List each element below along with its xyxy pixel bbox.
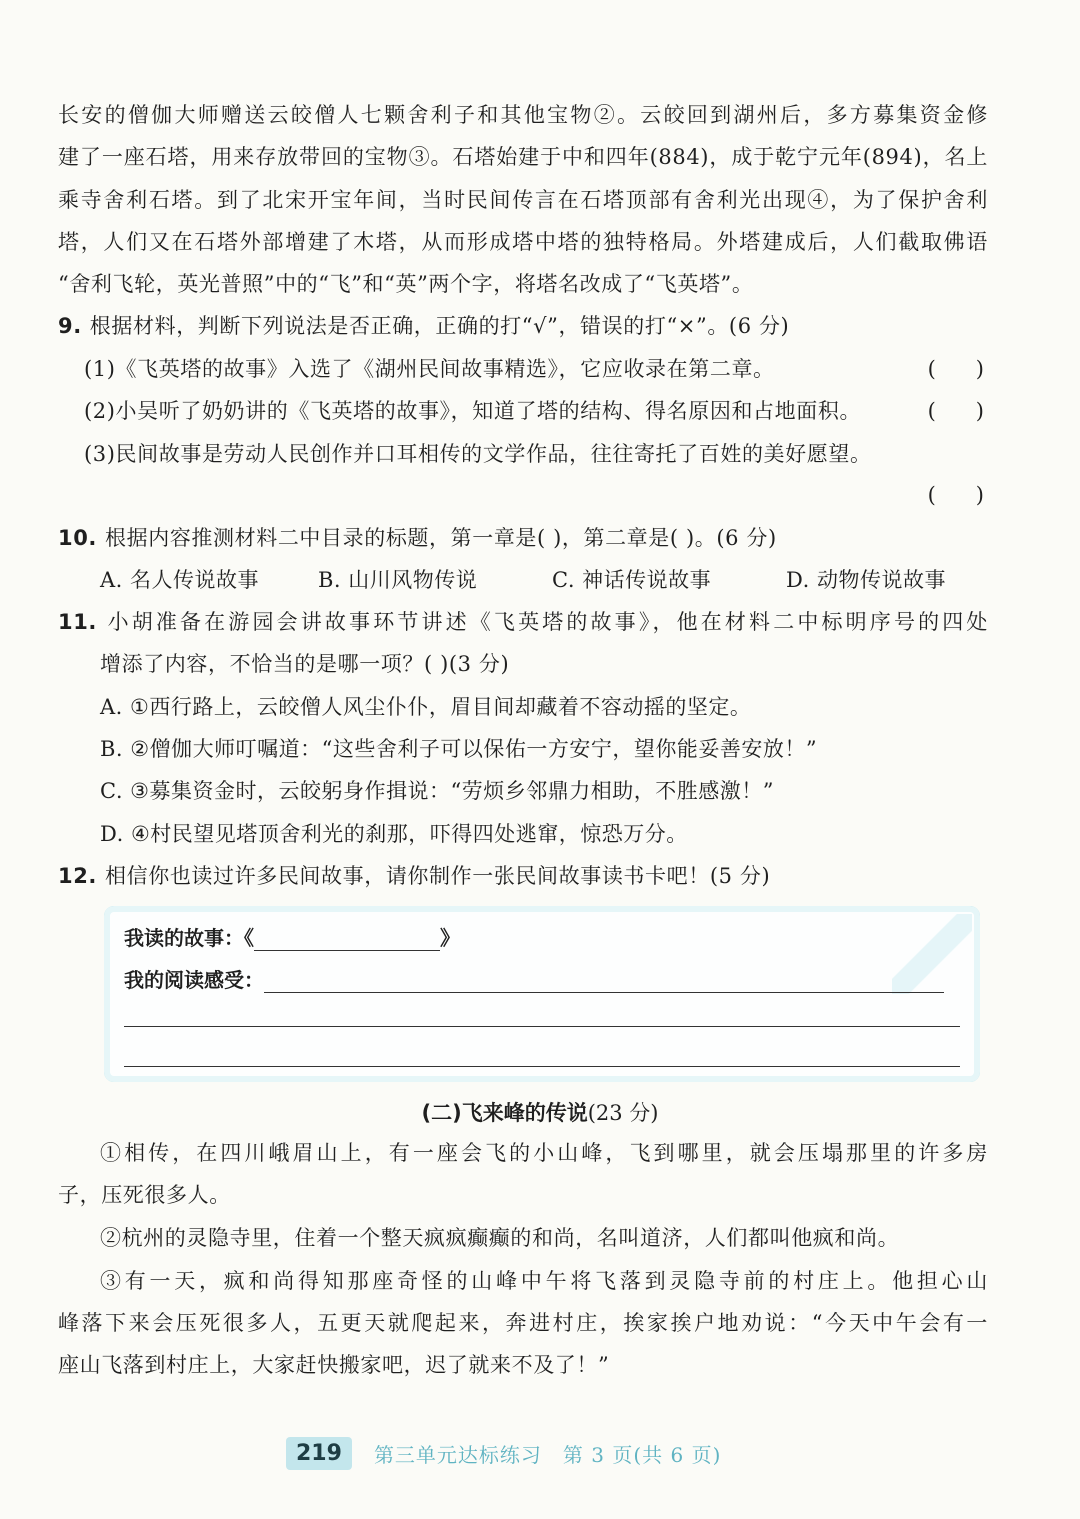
passage-line: 长安的僧伽大师赠送云皎僧人七颗舍利子和其他宝物②。云皎回到湖州后，多方募集资金修 bbox=[58, 103, 988, 127]
q11-option-a[interactable]: A. ①西行路上，云皎僧人风尘仆仆，眉目间却藏着不容动摇的坚定。 bbox=[100, 695, 752, 719]
section-score: (23 分) bbox=[587, 1101, 659, 1125]
q9-item-1: (1)《飞英塔的故事》入选了《湖州民间故事精选》，它应收录在第二章。 bbox=[84, 357, 775, 381]
question-number: 9. bbox=[58, 314, 82, 338]
paragraph-line: 峰落下来会压死很多人，五更天就爬起来，奔进村庄，挨家挨户地劝说：“今天中午会有一 bbox=[58, 1311, 988, 1335]
q9-item-3: (3)民间故事是劳动人民创作并口耳相传的文学作品，往往寄托了百姓的美好愿望。 bbox=[84, 442, 872, 466]
section-title bbox=[0, 1097, 1080, 1127]
question-number: 12. bbox=[58, 864, 98, 888]
story-label: 我读的故事：《 bbox=[124, 926, 254, 950]
footer-text: 第三单元达标练习 第 3 页(共 6 页) bbox=[373, 1442, 722, 1467]
passage-line: 塔，人们又在石塔外部增建了木塔，从而形成塔中塔的独特格局。外塔建成后，人们截取佛语 bbox=[58, 230, 988, 254]
passage-line: “舍利飞轮，英光普照”中的“飞”和“英”两个字，将塔名改成了“飞英塔”。 bbox=[58, 272, 754, 296]
feeling-label: 我的阅读感受： bbox=[124, 968, 264, 992]
question-text: 根据材料，判断下列说法是否正确，正确的打“√”，错误的打“×”。(6 分) bbox=[89, 314, 790, 338]
question-text: 根据内容推测材料二中目录的标题，第一章是( )，第二章是( )。(6 分) bbox=[105, 526, 777, 550]
q10-option-c[interactable]: C. 神话传说故事 bbox=[552, 568, 712, 592]
paragraph-line: ②杭州的灵隐寺里，住着一个整天疯疯癫癫的和尚，名叫道济，人们都叫他疯和尚。 bbox=[100, 1226, 900, 1250]
question-number: 11. bbox=[58, 610, 98, 634]
question-12 bbox=[58, 860, 988, 892]
story-title-field[interactable] bbox=[254, 928, 440, 951]
question-number: 10. bbox=[58, 526, 98, 550]
q11-option-d[interactable]: D. ④村民望见塔顶舍利光的刹那，吓得四处逃窜，惊恐万分。 bbox=[100, 822, 688, 846]
q10-option-a[interactable]: A. 名人传说故事 bbox=[100, 568, 260, 592]
answer-blank[interactable]: ( ) bbox=[927, 357, 984, 381]
question-text: 小胡准备在游园会讲故事环节讲述《飞英塔的故事》，他在材料二中标明序号的四处 bbox=[105, 610, 988, 634]
question-9 bbox=[58, 310, 988, 342]
q11-option-b[interactable]: B. ②僧伽大师叮嘱道：“这些舍利子可以保佑一方安宁，望你能妥善安放！” bbox=[100, 737, 818, 761]
paragraph-line: 座山飞落到村庄上，大家赶快搬家吧，迟了就来不及了！” bbox=[58, 1353, 610, 1377]
page-footer bbox=[286, 1430, 721, 1476]
answer-blank[interactable]: ( ) bbox=[927, 483, 984, 507]
feeling-field[interactable] bbox=[264, 970, 944, 993]
story-row bbox=[124, 922, 460, 951]
reading-card bbox=[104, 906, 980, 1082]
section-title-text: (二)飞来峰的传说 bbox=[421, 1101, 588, 1125]
question-11 bbox=[58, 606, 988, 638]
paragraph-line: ①相传，在四川峨眉山上，有一座会飞的小山峰，飞到哪里，就会压塌那里的许多房 bbox=[100, 1141, 988, 1165]
paragraph-line: 子，压死很多人。 bbox=[58, 1183, 231, 1207]
question-10 bbox=[58, 522, 988, 554]
feeling-field-line[interactable] bbox=[124, 1026, 960, 1027]
page-number: 219 bbox=[286, 1437, 352, 1470]
question-text: 相信你也读过许多民间故事，请你制作一张民间故事读书卡吧！(5 分) bbox=[105, 864, 771, 888]
story-label-close: 》 bbox=[440, 926, 460, 950]
feeling-field-line[interactable] bbox=[124, 1066, 960, 1067]
q9-item-2: (2)小吴听了奶奶讲的《飞英塔的故事》，知道了塔的结构、得名原因和占地面积。 bbox=[84, 399, 862, 423]
q10-option-d[interactable]: D. 动物传说故事 bbox=[786, 568, 946, 592]
paragraph-line: ③有一天，疯和尚得知那座奇怪的山峰中午将飞落到灵隐寺前的村庄上。他担心山 bbox=[100, 1269, 988, 1293]
passage-line: 乘寺舍利石塔。到了北宋开宝年间，当时民间传言在石塔顶部有舍利光出现④，为了保护舍利 bbox=[58, 188, 988, 212]
question-11-cont: 增添了内容，不恰当的是哪一项？( )(3 分) bbox=[100, 652, 510, 676]
q10-option-b[interactable]: B. 山川风物传说 bbox=[318, 568, 478, 592]
q11-option-c[interactable]: C. ③募集资金时，云皎躬身作揖说：“劳烦乡邻鼎力相助，不胜感激！” bbox=[100, 779, 774, 803]
passage-line: 建了一座石塔，用来存放带回的宝物③。石塔始建于中和四年(884)，成于乾宁元年(894)，名上 bbox=[58, 145, 988, 169]
answer-blank[interactable]: ( ) bbox=[927, 399, 984, 423]
feeling-row bbox=[124, 964, 960, 993]
